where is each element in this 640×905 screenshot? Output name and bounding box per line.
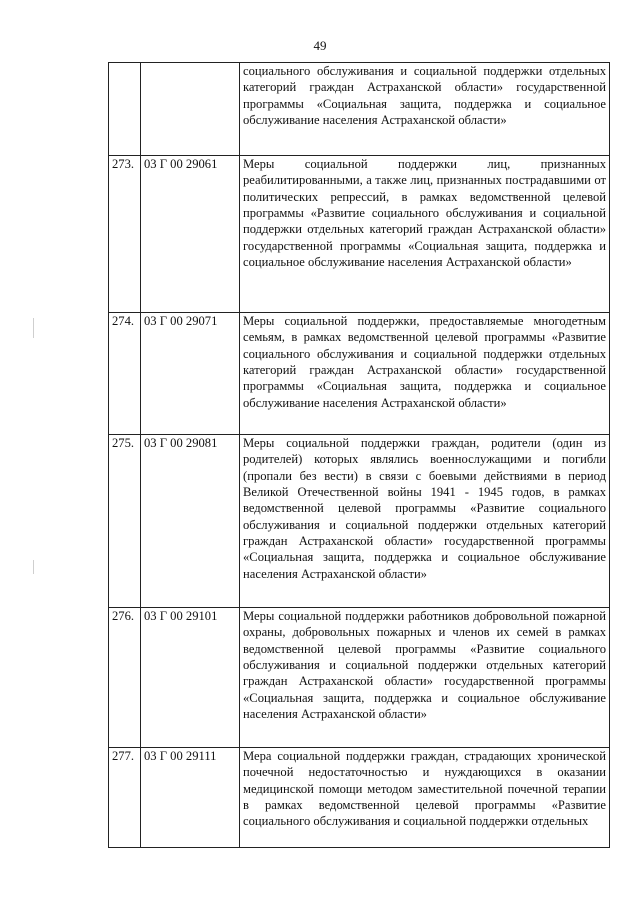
scan-margin-line: [33, 318, 34, 338]
classification-code: 03 Г 00 29061: [141, 156, 240, 313]
row-number: 274.: [109, 313, 141, 435]
row-description: Меры социальной поддержки граждан, родители (один из родителей) которых являлись военнослужащими и погибли (пропали без вести) в связи с боевыми действиями в период Великой Отечественной войны 1941 - 1945 годов, в рамках ведомственной целевой программы «Развитие социального обслуживания и социальной поддержки отдельных категорий граждан Астраханской области» государственной программы «Социальная защита, поддержка и социальное обслуживание населения Астраханской области»: [240, 435, 610, 608]
classification-code: 03 Г 00 29081: [141, 435, 240, 608]
row-description: Меры социальной поддержки, предоставляемые многодетным семьям, в рамках ведомственной целевой программы «Развитие социального обслуживания и социальной поддержки отдельных категорий граждан Астраханской области» государственной программы «Социальная защита, поддержка и социальное обслуживание населения Астраханской области»: [240, 313, 610, 435]
classification-code: 03 Г 00 29111: [141, 748, 240, 848]
classification-code: 03 Г 00 29101: [141, 608, 240, 748]
row-number: [109, 63, 141, 156]
classification-code: 03 Г 00 29071: [141, 313, 240, 435]
table-row: [109, 63, 610, 156]
table-row: [109, 748, 610, 848]
table-row: [109, 313, 610, 435]
classification-code: [141, 63, 240, 156]
row-description: Меры социальной поддержки лиц, признанных реабилитированными, а также лиц, признанных пострадавшими от политических репрессий, в рамках ведомственной целевой программы «Развитие социального обслуживания и социальной поддержки отдельных категорий граждан Астраханской области» государственной программы «Социальная защита, поддержка и социальное обслуживание населения Астраханской области»: [240, 156, 610, 313]
row-description: социального обслуживания и социальной поддержки отдельных категорий граждан Астраханской области» государственной программы «Социальная защита, поддержка и социальное обслуживание населения Астраханской области»: [240, 63, 610, 156]
table-row: [109, 156, 610, 313]
page-number: 49: [313, 38, 327, 53]
row-number: 273.: [109, 156, 141, 313]
table-row: [109, 435, 610, 608]
budget-classification-table: [108, 62, 610, 848]
row-number: 275.: [109, 435, 141, 608]
row-description: Меры социальной поддержки работников добровольной пожарной охраны, добровольных пожарных и членов их семей в рамках ведомственной целевой программы «Развитие социального обслуживания и социальной поддержки отдельных категорий граждан Астраханской области» государственной программы «Социальная защита, поддержка и социальное обслуживание населения Астраханской области»: [240, 608, 610, 748]
scan-margin-line: [33, 560, 34, 574]
row-number: 277.: [109, 748, 141, 848]
row-number: 276.: [109, 608, 141, 748]
table-row: [109, 608, 610, 748]
row-description: Мера социальной поддержки граждан, страдающих хронической почечной недостаточностью и нуждающихся в оказании медицинской помощи методом заместительной почечной терапии в рамках ведомственной целевой программы «Развитие социального обслуживания и социальной поддержки отдельных: [240, 748, 610, 848]
